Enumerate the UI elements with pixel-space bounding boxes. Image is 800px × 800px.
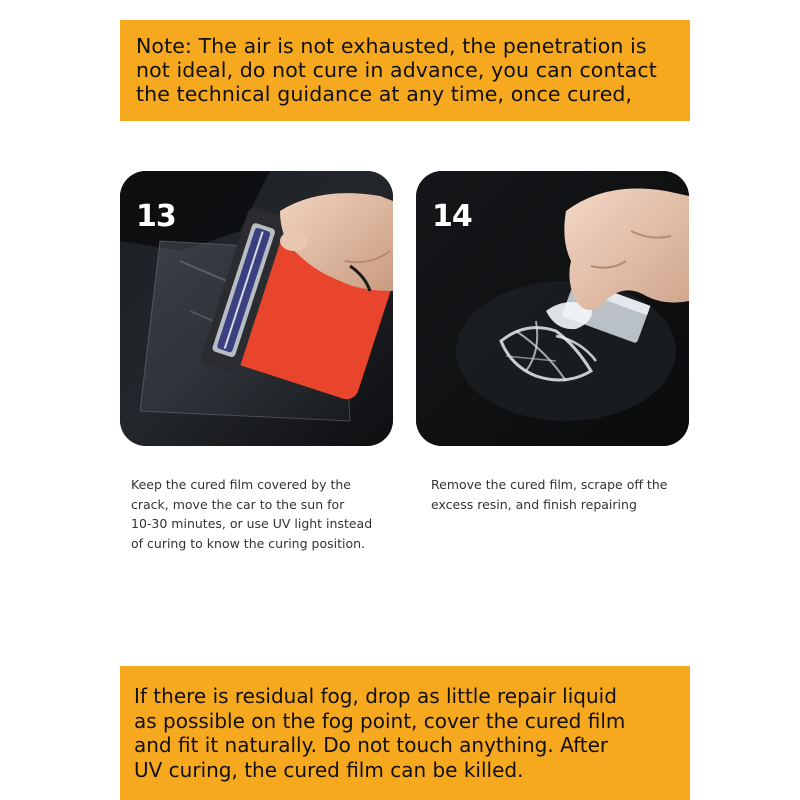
step-13-photo xyxy=(120,171,393,446)
bottom-note-text: If there is residual fog, drop as little repair liquid as possible on the fog point, cover the cured film and fit it naturally. Do not touch anything. After UV curing, the cured film can be killed. xyxy=(134,684,626,782)
step-13-number: 13 xyxy=(136,199,176,234)
bottom-note-banner xyxy=(120,666,690,800)
step-13-caption: Keep the cured film covered by the crack, move the car to the sun for 10-30 minutes, or use UV light instead of curing to know the curing position. xyxy=(131,477,373,551)
step-14-number: 14 xyxy=(432,199,472,234)
top-note-text: Note: The air is not exhausted, the penetration is not ideal, do not cure in advance, you can contact the technical guidance at any time, once cured, xyxy=(136,34,657,106)
step-14-photo xyxy=(416,171,689,446)
step-14-caption: Remove the cured film, scrape off the excess resin, and finish repairing xyxy=(431,477,668,512)
top-note-banner xyxy=(120,20,690,121)
